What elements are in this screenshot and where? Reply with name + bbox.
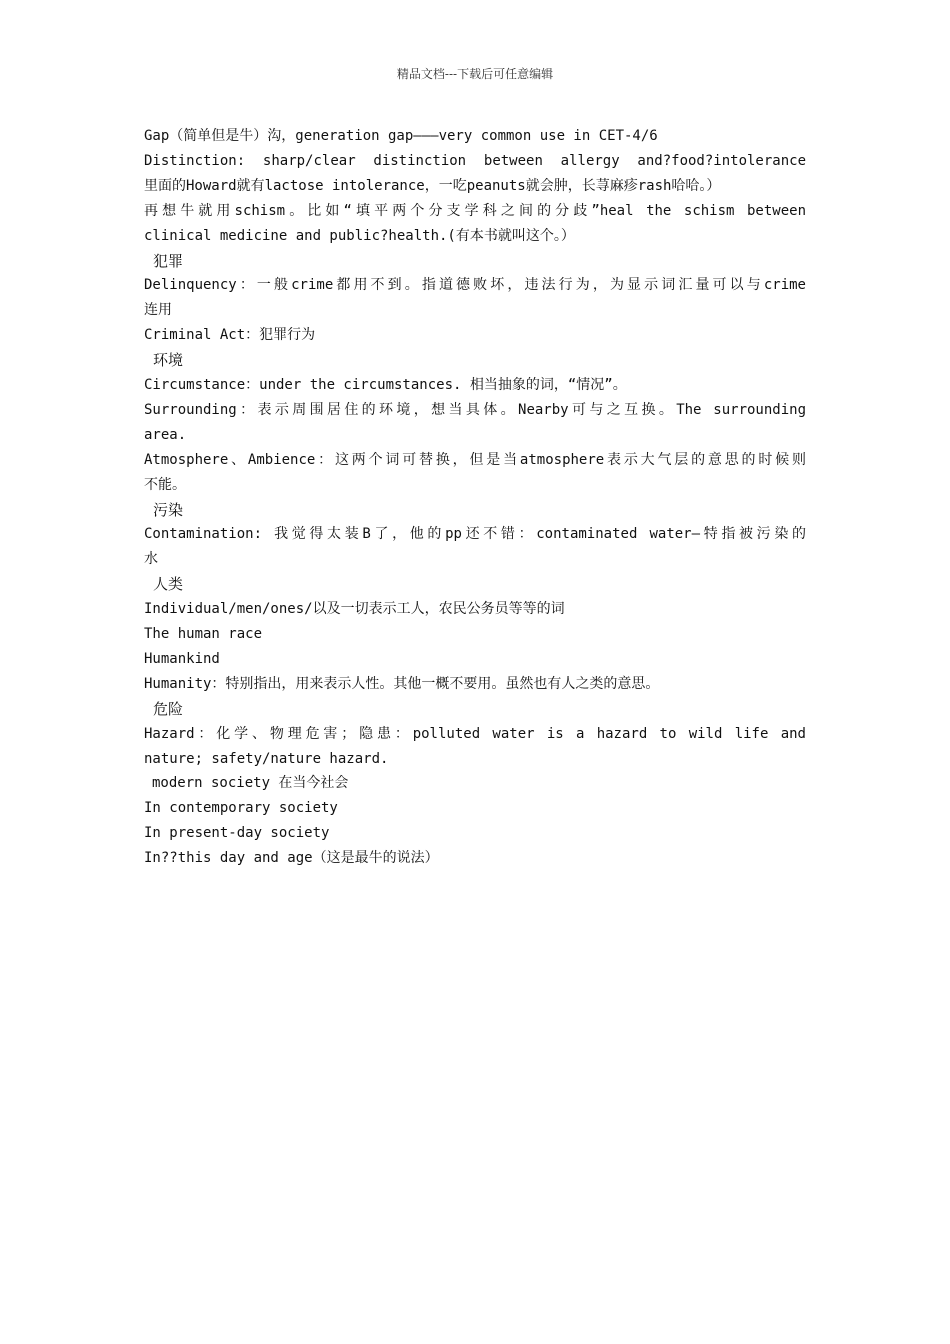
page-header: 精品文档---下载后可任意编辑 (396, 67, 554, 81)
section-heading-crime: 犯罪 (153, 251, 184, 270)
text-line: Hazard：化学、物理危害；隐患：polluted water is a hazard to wild life and (144, 725, 806, 742)
text-line: Atmosphere、Ambience：这两个词可替换，但是当atmosphere表示大气层的意思的时候则 (144, 451, 806, 468)
text-line: 不能。 (144, 476, 186, 493)
section-heading-modern-society: modern society 在当今社会 (152, 775, 349, 792)
text-line: Delinquency：一般crime都用不到。指道德败坏，违法行为，为显示词汇量可以与crime (144, 277, 806, 294)
section-heading-environment: 环境 (153, 351, 184, 370)
text-line: Humankind (144, 650, 220, 667)
text-line: Surrounding：表示周围居住的环境，想当具体。Nearby可与之互换。The surrounding (144, 401, 806, 418)
text-line: area. (144, 426, 187, 443)
text-line: Individual/men/ones/以及一切表示工人，农民公务员等等的词 (144, 601, 565, 618)
section-heading-pollution: 污染 (153, 500, 184, 519)
text-line: 里面的Howard就有lactose intolerance，一吃peanuts就会肿，长荨麻疹rash哈哈。） (144, 177, 721, 194)
section-heading-humanity: 人类 (153, 575, 184, 594)
text-line: Humanity：特别指出，用来表示人性。其他一概不要用。虽然也有人之类的意思。 (144, 675, 660, 692)
section-heading-hazard: 危险 (153, 699, 184, 718)
text-line: Criminal Act：犯罪行为 (144, 327, 316, 344)
text-line: The human race (144, 626, 263, 643)
text-line: Contamination: 我觉得太装B了，他的pp还不错：contaminated water—特指被污染的 (144, 526, 806, 543)
text-line: Gap（简单但是牛）沟，generation gap———very common use in CET-4/6 (144, 128, 658, 144)
text-line: In present-day society (144, 825, 330, 842)
text-line: 水 (144, 551, 158, 568)
document-body (144, 124, 806, 871)
text-line: In contemporary society (144, 800, 338, 817)
text-line: Distinction: sharp/clear distinction between allergy and?food?intolerance (144, 152, 806, 169)
text-line: 连用 (144, 302, 172, 319)
text-line: Circumstance：under the circumstances. 相当抽象的词，“情况”。 (144, 377, 627, 394)
text-line: 再想牛就用schism。比如“填平两个分支学科之间的分歧”heal the schism between (144, 202, 806, 219)
text-line: In??this day and age（这是最牛的说法） (144, 850, 439, 867)
text-line: clinical medicine and public?health.(有本书就叫这个。） (144, 227, 575, 244)
text-line: nature; safety/nature hazard. (144, 750, 389, 767)
